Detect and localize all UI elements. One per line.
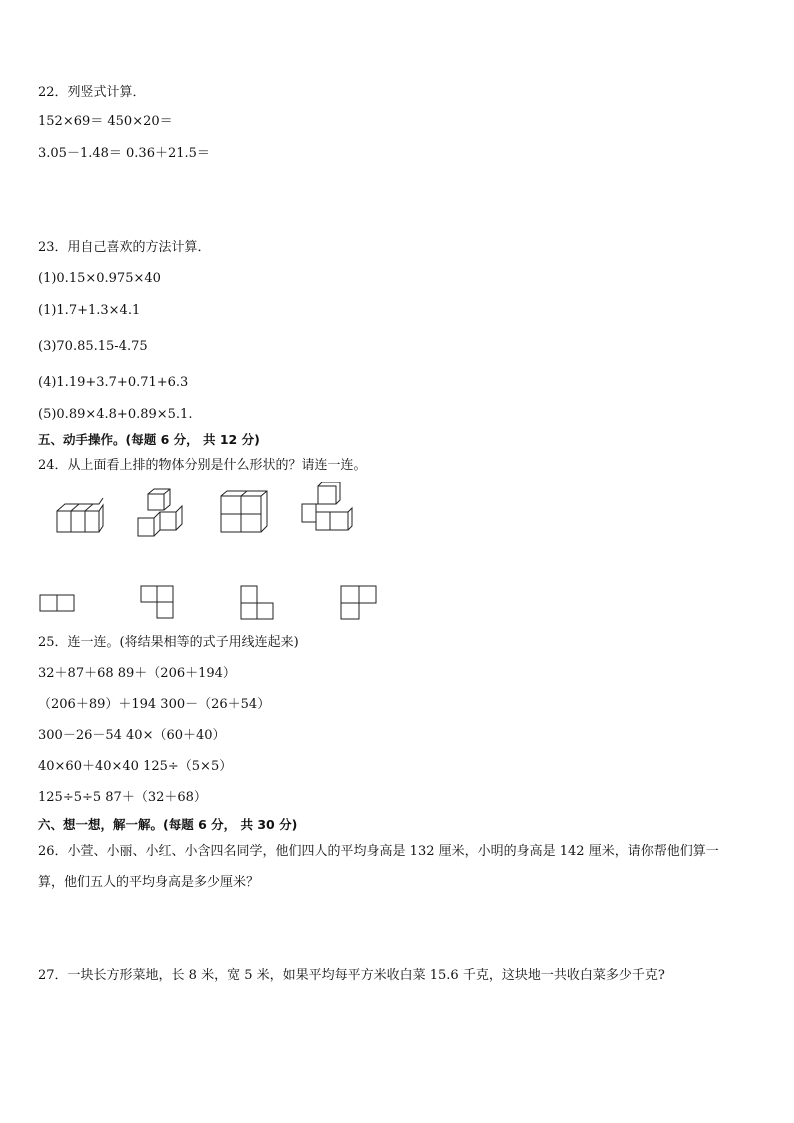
view-shape-3	[238, 584, 278, 622]
q23-item-1: (1)0.15×0.975×40	[38, 271, 161, 286]
q26-line-1: 26．小萱、小丽、小红、小含四名同学，他们四人的平均身高是 132 厘米，小明的身高是 142 厘米，请你帮他们算一	[38, 844, 719, 859]
q25-row-1: 32＋87＋68 89＋（206＋194）	[38, 666, 236, 681]
section-6-heading: 六、想一想，解一解。(每题 6 分， 共 30 分)	[38, 817, 298, 832]
q25-row-3: 300－26－54 40×（60＋40）	[38, 728, 226, 743]
q23-item-3: (3)70.85.15-4.75	[38, 339, 148, 354]
q24-title: 24．从上面看上排的物体分别是什么形状的？请连一连。	[38, 458, 367, 473]
q25-row-4: 40×60＋40×40 125÷（5×5）	[38, 759, 233, 774]
q25-row-2: （206＋89）＋194 300－（26＋54）	[38, 697, 271, 712]
view-shape-2	[138, 584, 178, 620]
q23-item-2: (1)1.7+1.3×4.1	[38, 303, 141, 318]
cube-object-3	[219, 490, 269, 536]
view-shape-1	[38, 592, 78, 614]
cube-object-1	[55, 494, 105, 536]
section-5-heading: 五、动手操作。(每题 6 分， 共 12 分)	[38, 432, 260, 447]
q27-text: 27．一块长方形菜地，长 8 米，宽 5 米，如果平均每平方米收白菜 15.6 千克，这块地一共收白菜多少千克?	[38, 968, 665, 983]
q22-row1: 152×69＝ 450×20＝	[38, 114, 173, 129]
q26-line-2: 算，他们五人的平均身高是多少厘米？	[38, 875, 260, 890]
cube-object-2	[136, 488, 188, 540]
q22-row2: 3.05－1.48＝ 0.36＋21.5＝	[38, 146, 210, 161]
q23-item-5: (5)0.89×4.8+0.89×5.1.	[38, 407, 193, 422]
q25-row-5: 125÷5÷5 87＋（32＋68）	[38, 790, 207, 805]
q22-title: 22．列竖式计算．	[38, 85, 146, 100]
q23-title: 23．用自己喜欢的方法计算．	[38, 240, 211, 255]
q25-title: 25．连一连。(将结果相等的式子用线连起来)	[38, 635, 299, 650]
view-shape-4	[338, 584, 380, 622]
q23-item-4: (4)1.19+3.7+0.71+6.3	[38, 375, 189, 390]
cube-object-4	[298, 482, 354, 536]
